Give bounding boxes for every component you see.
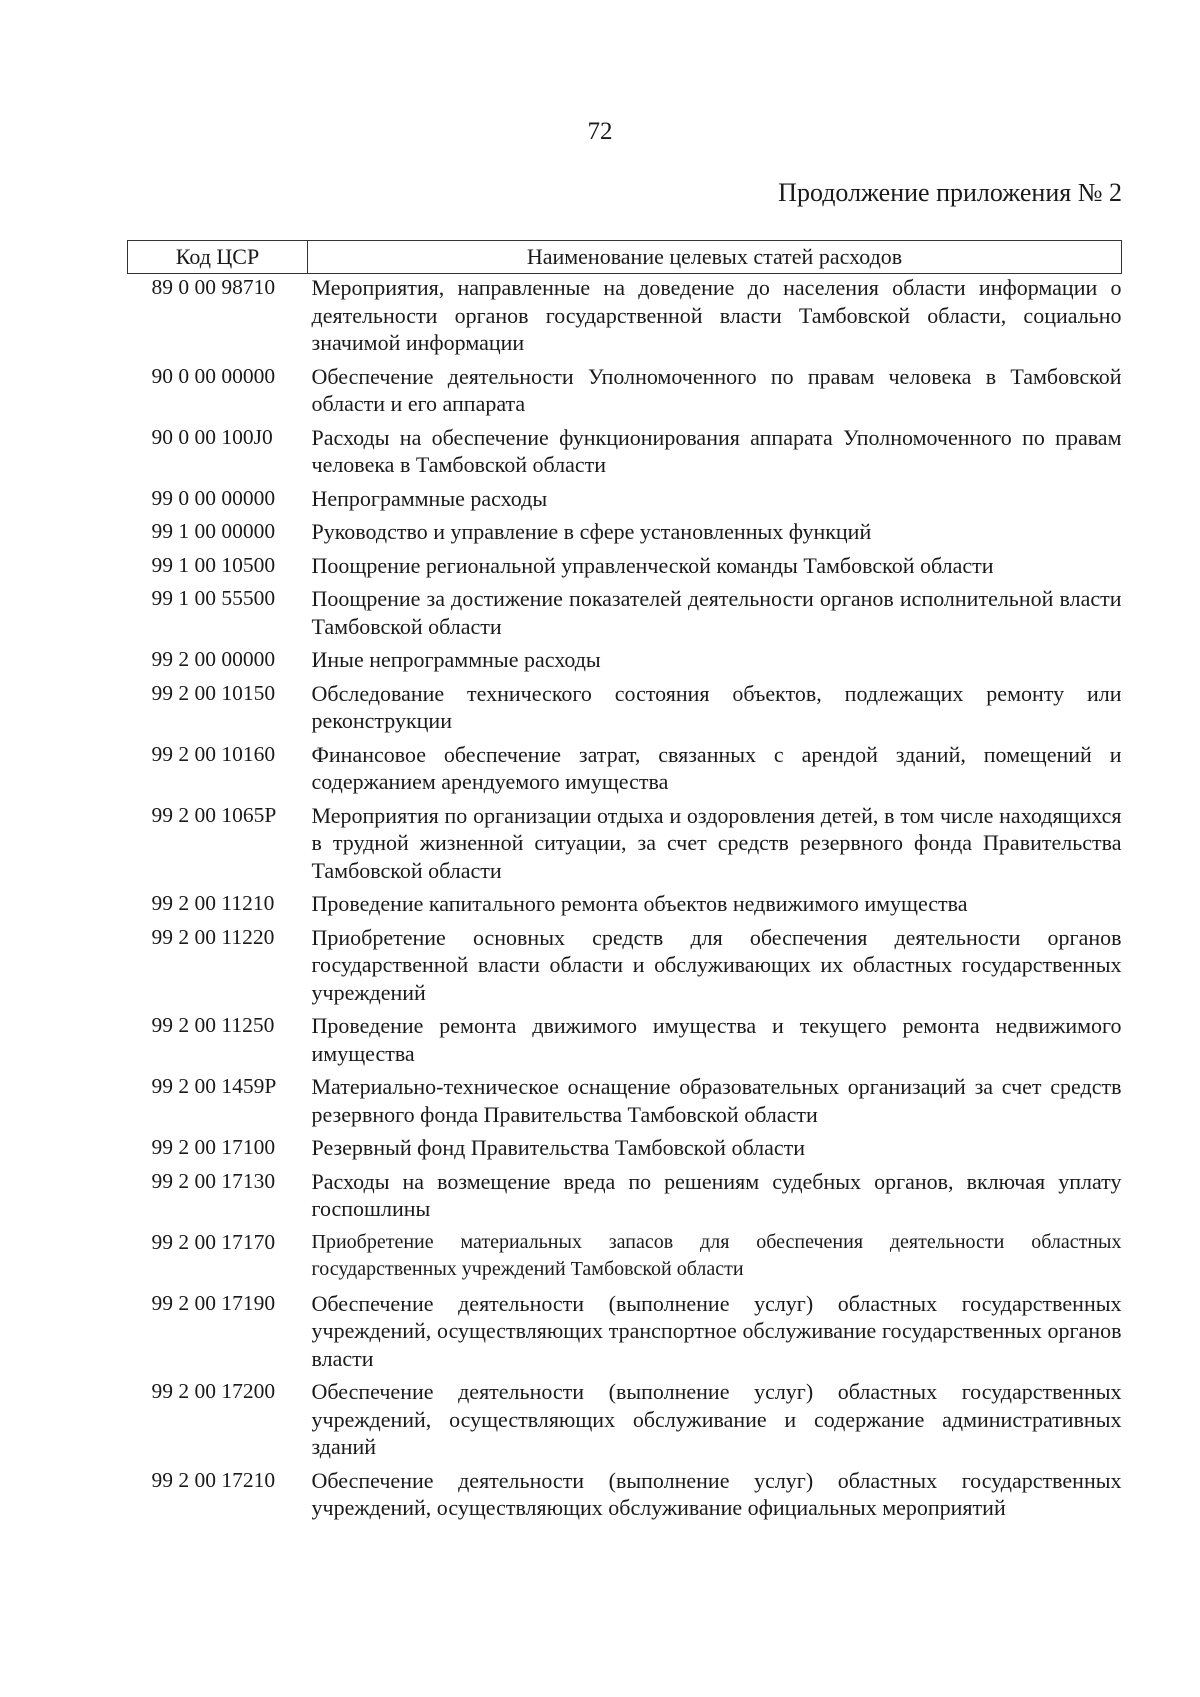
- table-row: [128, 274, 1122, 363]
- row-code: 99 2 00 17190: [151, 1290, 276, 1315]
- table-row: [128, 1378, 1122, 1467]
- row-name: Обследование технического состояния объектов, подлежащих ремонту или реконструкции: [311, 680, 1122, 733]
- table-row: [128, 1012, 1122, 1073]
- row-name: Мероприятия, направленные на доведение до населения области информации о деятельности органов государственной власти Тамбовской области, социально значимой информации: [311, 275, 1122, 355]
- row-name: Мероприятия по организации отдыха и оздоровления детей, в том числе находящихся в трудной жизненной ситуации, за счет средств резервного фонда Правительства Тамбовской области: [311, 802, 1122, 883]
- table-row: [128, 1134, 1122, 1168]
- row-name: Проведение ремонта движимого имущества и текущего ремонта недвижимого имущества: [311, 1013, 1122, 1066]
- row-code: 99 2 00 1065P: [151, 802, 277, 827]
- row-name: Приобретение основных средств для обеспечения деятельности органов государственной власти области и обслуживающих их областных государственных учреждений: [311, 924, 1122, 1005]
- row-code: 99 2 00 00000: [151, 647, 276, 671]
- row-code: 99 2 00 10160: [151, 741, 276, 766]
- expense-table-container: [127, 240, 1121, 1528]
- table-body: [128, 274, 1122, 1528]
- row-name: Непрограммные расходы: [311, 485, 548, 511]
- row-code: 99 2 00 17100: [151, 1135, 276, 1159]
- row-code: 99 2 00 17170: [151, 1229, 276, 1254]
- continuation-title: Продолжение приложения № 2: [778, 178, 1122, 207]
- page-number: 72: [587, 118, 613, 145]
- row-name: Обеспечение деятельности Уполномоченного по правам человека в Тамбовской области и его аппарата: [311, 363, 1122, 416]
- row-code: 99 2 00 11220: [151, 924, 275, 949]
- row-name: Резервный фонд Правительства Тамбовской области: [311, 1135, 805, 1160]
- row-name: Расходы на возмещение вреда по решениям судебных органов, включая уплату госпошлины: [311, 1168, 1122, 1221]
- row-name: Материально-техническое оснащение образовательных организаций за счет средств резервного фонда Правительства Тамбовской области: [311, 1074, 1122, 1127]
- table-row: [128, 646, 1122, 680]
- row-name: Поощрение за достижение показателей деятельности органов исполнительной власти Тамбовской области: [311, 586, 1122, 639]
- table-row: [128, 1229, 1122, 1290]
- expense-table: [127, 240, 1122, 1528]
- row-code: 99 2 00 11210: [151, 891, 275, 915]
- table-row: [128, 924, 1122, 1013]
- table-row: [128, 1290, 1122, 1379]
- row-code: 90 0 00 100J0: [151, 424, 273, 449]
- row-name: Финансовое обеспечение затрат, связанных с арендой зданий, помещений и содержанием арендуемого имущества: [311, 741, 1122, 794]
- table-row: [128, 485, 1122, 519]
- header-name: Наименование целевых статей расходов: [308, 241, 1122, 274]
- row-code: 99 2 00 17210: [151, 1467, 276, 1492]
- row-name: Приобретение материальных запасов для обеспечения деятельности областных государственных учреждений Тамбовской области: [311, 1230, 1122, 1280]
- row-code: 99 0 00 00000: [151, 485, 276, 510]
- table-row: [128, 585, 1122, 646]
- row-code: 99 2 00 10150: [151, 680, 276, 705]
- row-name: Проведение капитального ремонта объектов недвижимого имущества: [311, 891, 968, 916]
- table-row: [128, 518, 1122, 552]
- row-code: 99 1 00 55500: [151, 586, 276, 610]
- row-code: 99 1 00 10500: [151, 552, 276, 577]
- row-name: Обеспечение деятельности (выполнение услуг) областных государственных учреждений, осуществляющих обслуживание и содержание административных зданий: [311, 1379, 1122, 1459]
- header-code: Код ЦСР: [128, 241, 308, 274]
- table-row: [128, 680, 1122, 741]
- table-row: [128, 363, 1122, 424]
- row-name: Руководство и управление в сфере установленных функций: [311, 519, 872, 544]
- row-name: Расходы на обеспечение функционирования аппарата Уполномоченного по правам человека в Тамбовской области: [311, 424, 1122, 477]
- row-name: Обеспечение деятельности (выполнение услуг) областных государственных учреждений, осуществляющих транспортное обслуживание государственных органов власти: [311, 1290, 1122, 1371]
- table-header: [128, 241, 1122, 274]
- table-row: [128, 1073, 1122, 1134]
- row-code: 99 2 00 17200: [151, 1379, 276, 1403]
- row-name: Иные непрограммные расходы: [311, 647, 601, 672]
- table-row: [128, 1467, 1122, 1528]
- row-code: 90 0 00 00000: [151, 363, 276, 388]
- row-code: 99 1 00 00000: [151, 519, 276, 543]
- table-row: [128, 1168, 1122, 1229]
- row-code: 99 2 00 1459P: [151, 1074, 277, 1098]
- row-name: Поощрение региональной управленческой команды Тамбовской области: [311, 552, 994, 578]
- table-row: [128, 741, 1122, 802]
- header-row: [128, 241, 1122, 274]
- table-row: [128, 424, 1122, 485]
- row-code: 99 2 00 17130: [151, 1168, 276, 1193]
- row-name: Обеспечение деятельности (выполнение услуг) областных государственных учреждений, осуществляющих обслуживание официальных мероприятий: [311, 1467, 1122, 1520]
- table-row: [128, 802, 1122, 891]
- table-row: [128, 552, 1122, 586]
- row-code: 89 0 00 98710: [151, 275, 276, 299]
- table-row: [128, 890, 1122, 924]
- row-code: 99 2 00 11250: [151, 1013, 275, 1037]
